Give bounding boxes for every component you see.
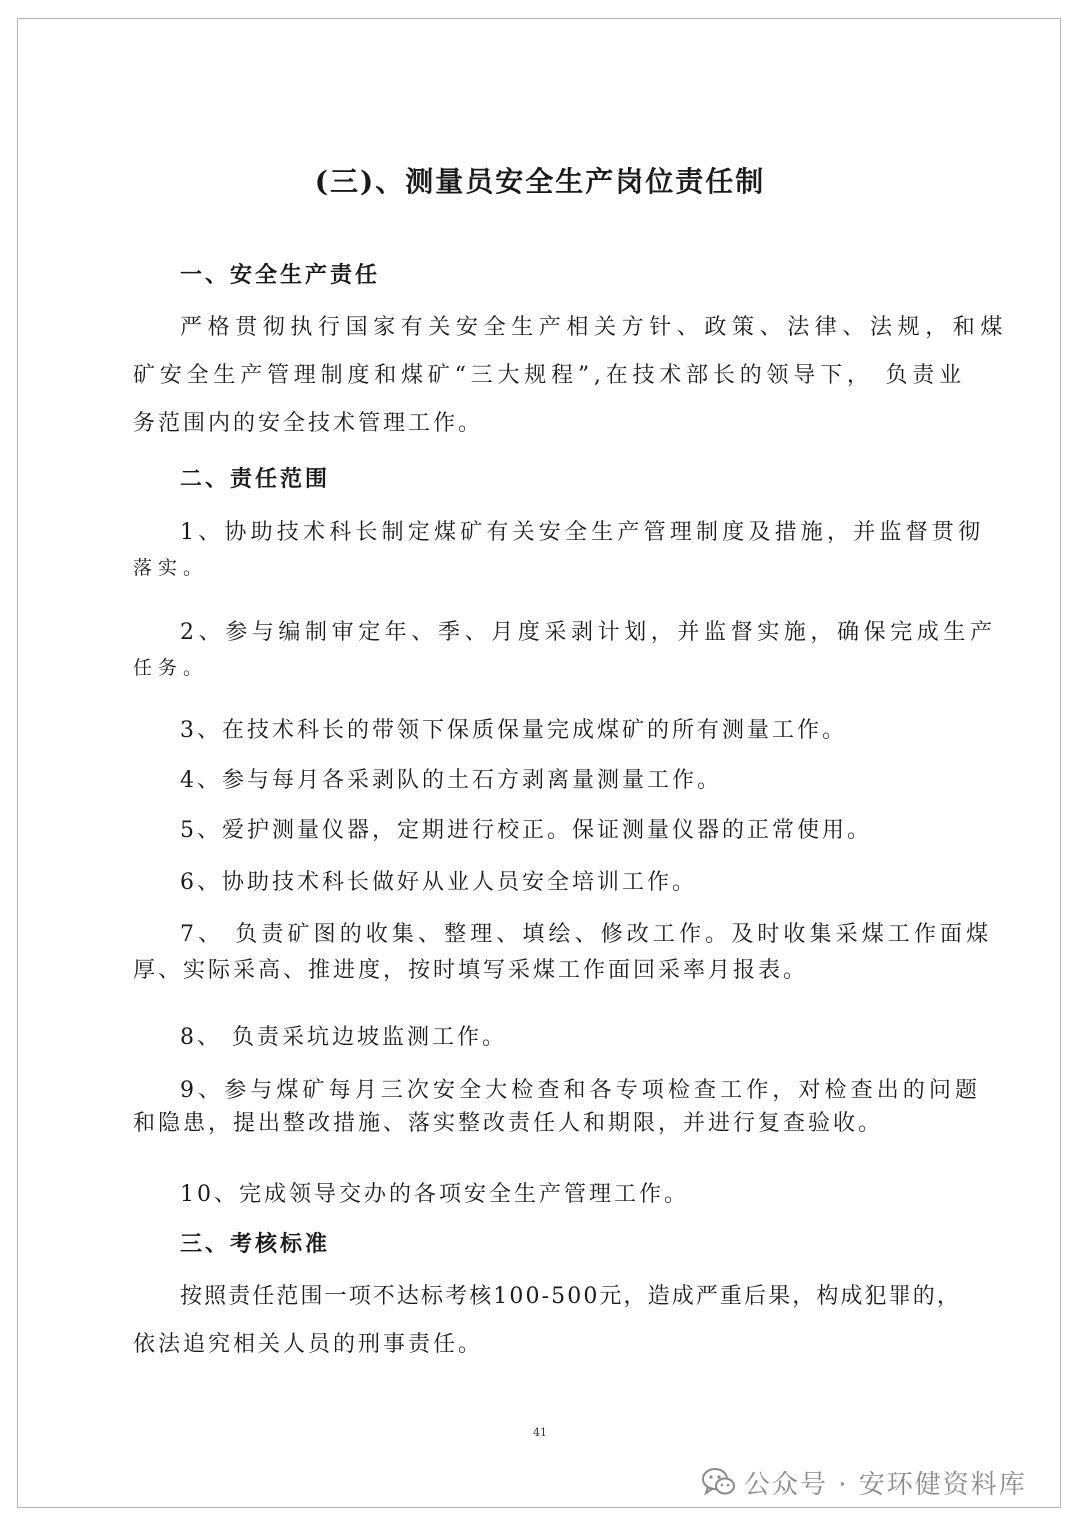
watermark [702,1462,1027,1502]
item-2-line-1: 2、参与编制审定年、季、月度采剥计划，并监督实施，确保完成生产 [180,620,997,645]
item-9-line-2: 和隐患，提出整改措施、落实整改责任人和期限，并进行复查验收。 [133,1111,884,1136]
document-title: (三)、测量员安全生产岗位责任制 [314,165,766,198]
item-1-line-1: 1、协助技术科长制定煤矿有关安全生产管理制度及措施，并监督贯彻 [180,520,985,545]
item-7-line-1: 7、 负责矿图的收集、整理、填绘、修改工作。及时收集采煤工作面煤 [180,922,993,947]
section-3-heading: 三、考核标准 [180,1231,331,1257]
watermark-text: 公众号 · 安环健资料库 [744,1469,1027,1500]
section-3-line-2: 依法追究相关人员的刑事责任。 [133,1332,484,1357]
item-6: 6、协助技术科长做好从业人员安全培训工作。 [180,870,697,895]
item-5: 5、爱护测量仪器，定期进行校正。保证测量仪器的正常使用。 [180,818,872,843]
section-1-line-1: 严格贯彻执行国家有关安全生产相关方针、政策、法律、法规，和煤 [180,315,1009,340]
section-2-heading: 二、责任范围 [180,466,331,492]
section-3-line-1: 按照责任范围一项不达标考核100-500元，造成严重后果，构成犯罪的， [180,1284,961,1309]
item-1-line-2: 落实。 [133,557,209,579]
item-7-line-2: 厚、实际采高、推进度，按时填写采煤工作面回采率月报表。 [133,958,809,983]
page-number: 41 [533,1426,547,1439]
item-10: 10、完成领导交办的各项安全生产管理工作。 [180,1182,689,1207]
wechat-icon [702,1467,736,1497]
item-3: 3、在技术科长的带领下保质保量完成煤矿的所有测量工作。 [180,718,847,743]
item-8: 8、 负责采坑边坡监测工作。 [180,1025,507,1050]
section-1-line-2: 矿安全生产管理制度和煤矿“三大规程”,在技术部长的领导下， 负责业 [133,363,966,388]
section-1-heading: 一、安全生产责任 [180,262,381,288]
item-2-line-2: 任务。 [133,657,209,679]
section-1-line-3: 务范围内的安全技术管理工作。 [133,411,484,436]
item-9-line-1: 9、参与煤矿每月三次安全大检查和各专项检查工作，对检查出的问题 [180,1078,982,1103]
item-4: 4、参与每月各采剥队的土石方剥离量测量工作。 [180,768,722,793]
